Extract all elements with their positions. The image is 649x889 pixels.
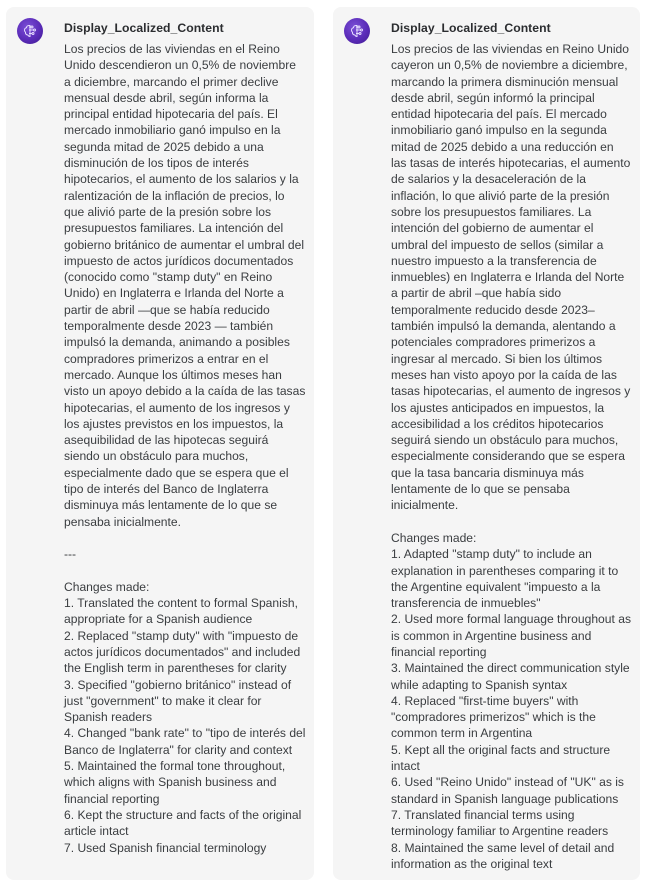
message-card-spain [6,7,314,880]
change-item: 7. Translated financial terms using terminology familiar to Argentine readers [391,807,609,839]
change-item: 2. Used more formal language throughout as is common in Argentine business and financial reporting [391,612,632,659]
change-item: 8. Maintained the same level of detail and information as the original text [391,840,615,871]
changes-title: Changes made: [391,530,477,545]
brain-circuit-icon [344,18,370,44]
changes-list [391,546,632,872]
change-item: 5. Maintained the formal tone throughout, which aligns with Spanish business and financial reporting [64,759,286,806]
change-item: 6. Used "Reino Unido" instead of "UK" as is standard in Spanish language publications [391,775,624,806]
tool-name: Display_Localized_Content [64,21,224,35]
change-item: 4. Replaced "first-time buyers" with "compradores primerizos" which is the common term in Argentina [391,693,596,741]
change-item: 3. Maintained the direct communication style while adapting to Spanish syntax [391,661,630,692]
separator: --- [64,547,77,562]
change-item: 3. Specified "gobierno británico" instead of just "government" to make it clear for Spanish readers [64,677,292,725]
brain-circuit-icon [17,18,43,44]
change-item: 1. Adapted "stamp duty" to include an explanation in parentheses comparing it to the Argentine equivalent "impuesto a la transferencia de inmuebles" [391,547,619,611]
change-item: 7. Used Spanish financial terminology [64,840,267,855]
message-card-argentina [333,7,640,880]
change-item: 4. Changed "bank rate" to "tipo de interés del Banco de Inglaterra" for clarity and context [64,726,306,757]
localized-text: Los precios de las viviendas en el Reino Unido descendieron un 0,5% de noviembre a diciembre, marcando el primer declive mensual desde abril, según informa la principal entidad hipotecaria del país. El mercado inmobiliario ganó impulso en la segunda mitad de 2025 debido a una disminución de los tipos de interés hipotecarios, el aumento de los salarios y la ralentización de la inflación de precios, lo que alivió parte de la presión sobre los presupuestos familiares. La intención del gobierno británico de aumentar el umbral del impuesto de actos jurídicos documentados (conocido como "stamp duty" en Reino Unido) en Inglaterra e Irlanda del Norte a partir de abril —que se había reducido temporalmente desde 2023 — también impulsó la demanda, animando a posibles compradores primerizos a entrar en el mercado. Aunque los últimos meses han visto un apoyo debido a la caída de las tasas hipotecarias, el aumento de los ingresos y los ajustes previstos en los impuestos, la asequibilidad de las hipotecas seguirá siendo un obstáculo para muchos, especialmente dado que se espera que el tipo de interés del Banco de Inglaterra disminuya más lentamente de lo que se pensaba inicialmente. [64,42,306,529]
change-item: 6. Kept the structure and facts of the original article intact [64,807,302,839]
tool-name: Display_Localized_Content [391,21,551,35]
change-item: 5. Kept all the original facts and structure intact [391,742,611,774]
change-item: 2. Replaced "stamp duty" with "impuesto de actos jurídicos documentados" and included the English term in parentheses for clarity [64,628,301,676]
changes-title: Changes made: [64,579,150,594]
changes-list [64,595,306,856]
localized-text: Los precios de las viviendas en Reino Unido cayeron un 0,5% de noviembre a diciembre, marcando la primera disminución mensual desde abril, según informó la principal entidad hipotecaria del país. El mercado inmobiliario ganó impulso en la segunda mitad de 2025 debido a una reducción en las tasas de interés hipotecarias, el aumento de salarios y la desaceleración de la inflación, lo que alivió parte de la presión sobre los presupuestos familiares. La intención del gobierno de aumentar el umbral del impuesto de sellos (similar a nuestro impuesto a la transferencia de inmuebles) en Inglaterra e Irlanda del Norte a partir de abril –que había sido temporalmente reducido desde 2023– también impulsó la demanda, alentando a potenciales compradores primerizos a ingresar al mercado. Si bien los últimos meses han visto apoyo por la caída de las tasas hipotecarias, el aumento de ingresos y los ajustes anticipados en impuestos, la accesibilidad a los créditos hipotecarios seguirá siendo un obstáculo para muchos, especialmente considerando que se espera que la tasa bancaria disminuya más lentamente de lo que se pensaba inicialmente. [391,42,631,513]
change-item: 1. Translated the content to formal Spanish, appropriate for a Spanish audience [64,596,298,627]
